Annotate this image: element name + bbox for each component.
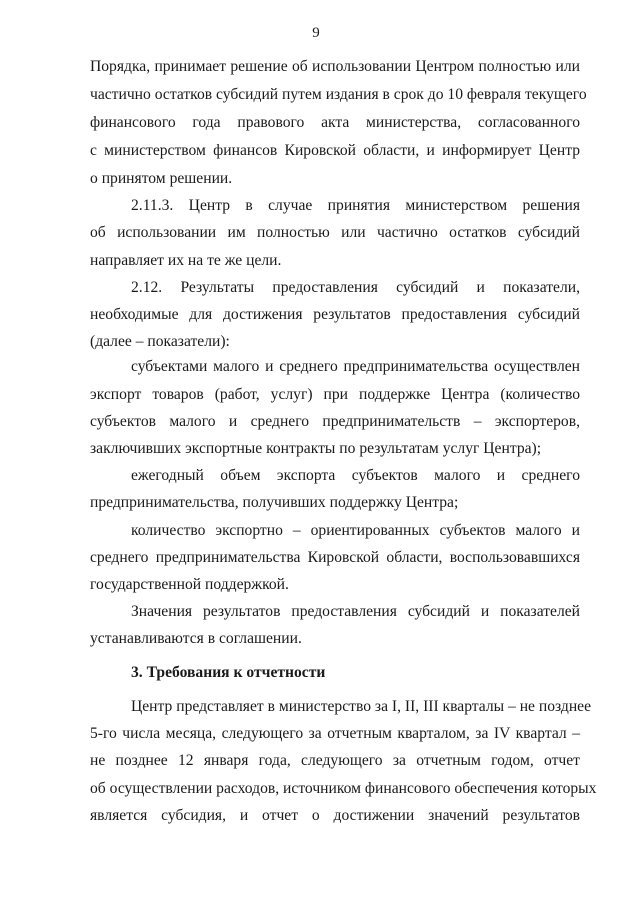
text-line: среднего предпринимательства Кировской области, воспользовавшихся	[90, 549, 580, 566]
text-line: количество экспортно – ориентированных субъектов малого и	[131, 522, 580, 539]
text-line: необходимые для достижения результатов предоставления субсидий	[90, 306, 580, 323]
text-line: 2.11.3. Центр в случае принятия министерством решения	[131, 197, 580, 214]
text-line: экспорт товаров (работ, услуг) при поддержке Центра (количество	[90, 386, 580, 403]
text-line: не позднее 12 января года, следующего за отчетным годом, отчет	[90, 752, 580, 769]
text-line: с министерством финансов Кировской области, и информирует Центр	[90, 142, 580, 159]
text-line: государственной поддержкой.	[90, 576, 289, 593]
text-line: направляет их на те же цели.	[90, 252, 282, 269]
text-line: о принятом решении.	[90, 170, 233, 187]
text-line: субъектами малого и среднего предпринимательства осуществлен	[131, 358, 580, 375]
text-line: об использовании им полностью или частично остатков субсидий	[90, 224, 580, 241]
text-line: Порядка, принимает решение об использовании Центром полностью или	[90, 58, 580, 75]
text-line: Значения результатов предоставления субсидий и показателей	[131, 603, 580, 620]
text-line: 5-го числа месяца, следующего за отчетным кварталом, за IV квартал –	[90, 725, 580, 742]
text-line: 2.12. Результаты предоставления субсидий и показатели,	[131, 279, 580, 296]
section-heading: 3. Требования к отчетности	[131, 664, 326, 681]
text-line: предпринимательства, получивших поддержку Центра;	[90, 494, 459, 511]
text-line: является субсидия, и отчет о достижении значений результатов	[90, 807, 580, 824]
page-number: 9	[312, 25, 320, 41]
text-line: ежегодный объем экспорта субъектов малого и среднего	[131, 467, 580, 484]
text-line: (далее – показатели):	[90, 333, 230, 350]
text-line: Центр представляет в министерство за I, II, III кварталы – не позднее	[131, 698, 592, 715]
text-line: об осуществлении расходов, источником финансового обеспечения которых	[90, 780, 597, 797]
text-line: устанавливаются в соглашении.	[90, 630, 302, 647]
text-line: финансового года правового акта министерства, согласованного	[90, 114, 580, 131]
text-line: заключивших экспортные контракты по результатам услуг Центра);	[90, 440, 542, 457]
text-line: частично остатков субсидий путем издания в срок до 10 февраля текущего	[90, 86, 587, 103]
text-line: субъектов малого и среднего предпринимательств – экспортеров,	[90, 413, 580, 430]
